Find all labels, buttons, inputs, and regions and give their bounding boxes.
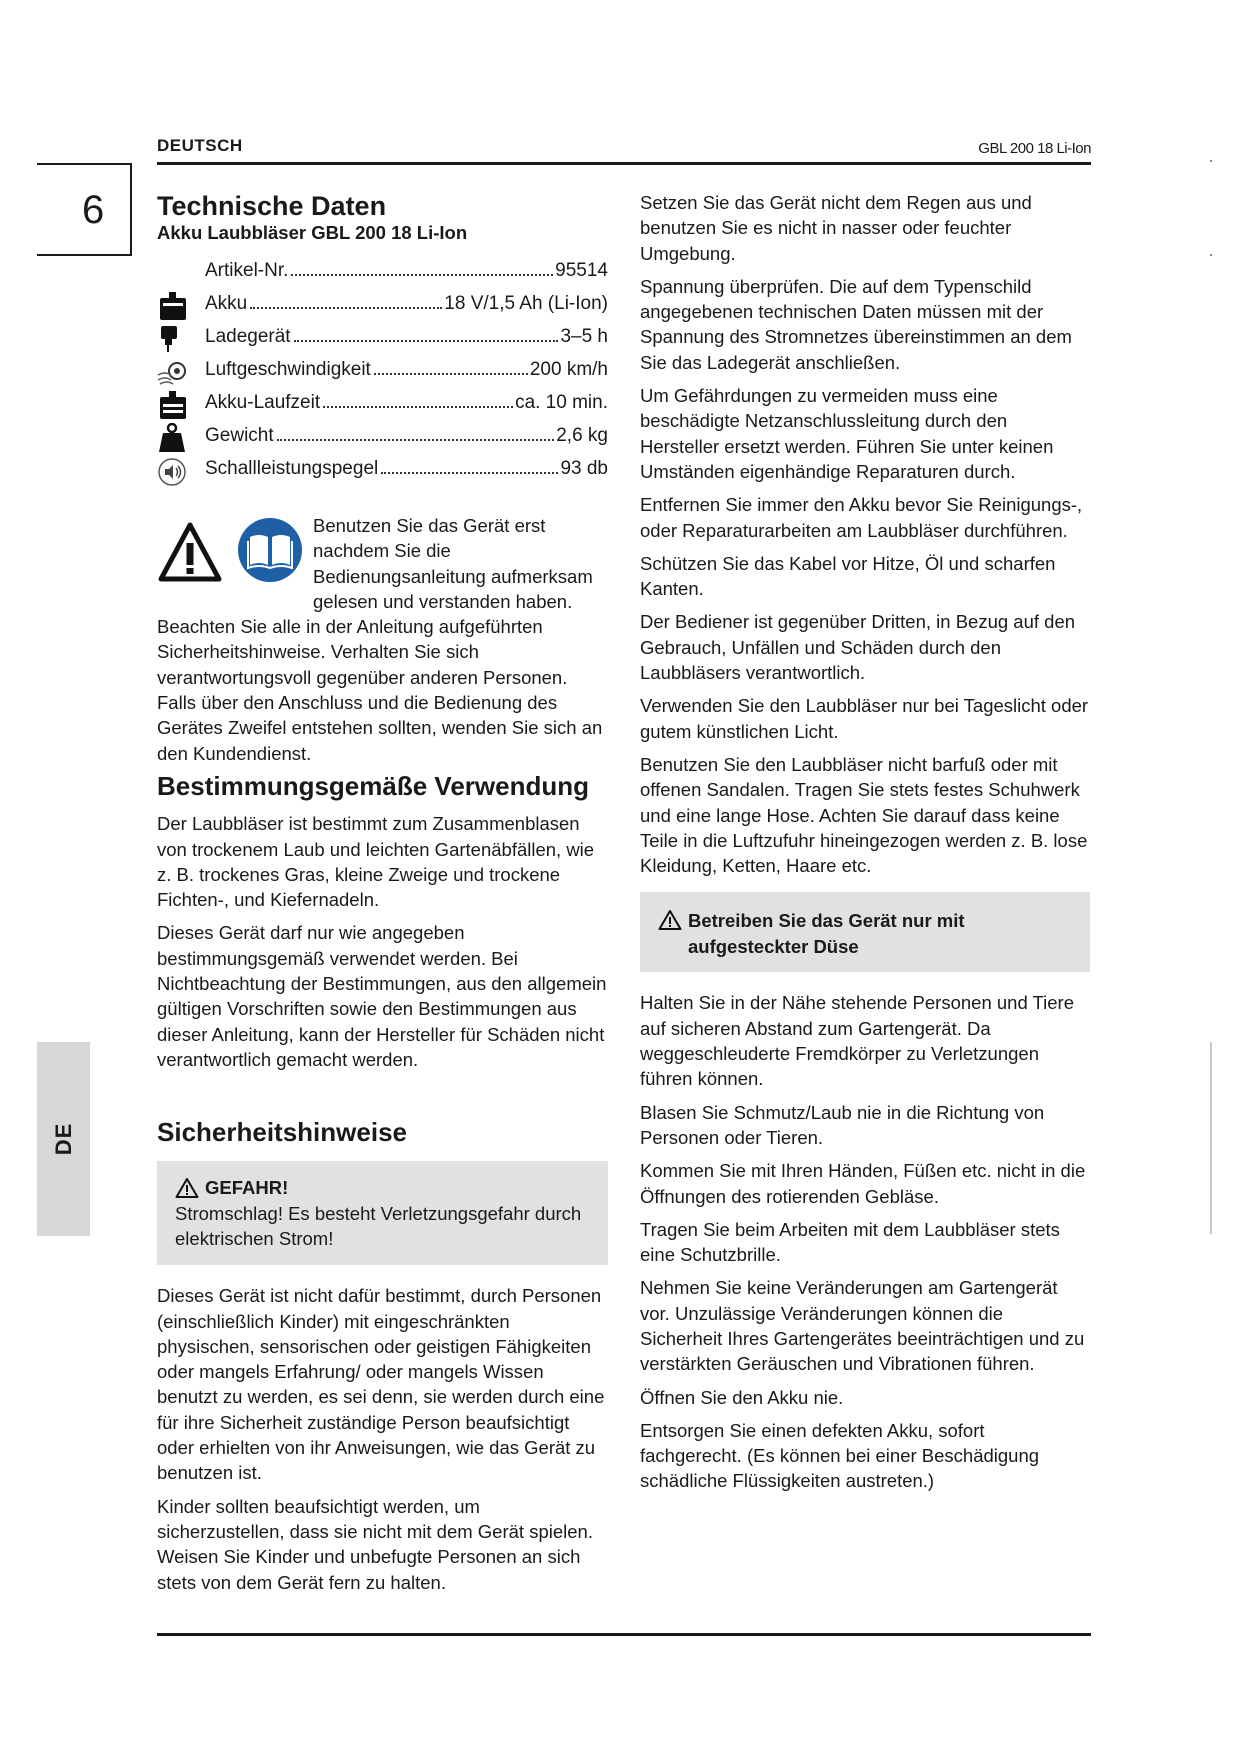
safety-paragraph: Halten Sie in der Nähe stehende Personen und Tiere auf sicheren Abstand zum Gartengerät. Da weggeschleuderte Fremdkörper zu Verletzungen führen können.: [640, 992, 1075, 1090]
spec-value: 200 km/h: [529, 359, 608, 380]
safety-paragraph: Nehmen Sie keine Veränderungen am Gartengerät vor. Unzulässige Veränderungen können die Sicherheit Ihres Gartengerätes beeinträchtigen und zu verstärkten Geräuschen und Vibrationen führen.: [640, 1277, 1085, 1375]
footer-rule: [157, 1633, 1091, 1636]
spec-value: ca. 10 min.: [515, 392, 608, 413]
sound-power-icon: [157, 456, 187, 486]
note-header: [658, 908, 1074, 959]
usage-heading: Bestimmungsgemäße Verwendung: [157, 771, 589, 801]
header-rule: [157, 162, 1091, 165]
battery-runtime-icon: [157, 390, 187, 420]
spec-value: 2,6 kg: [556, 425, 608, 446]
spec-value: 3–5 h: [560, 326, 608, 347]
safety-paragraph: Öffnen Sie den Akku nie.: [640, 1386, 844, 1408]
spec-label: Ladegerät: [205, 326, 291, 347]
danger-box: [157, 1161, 608, 1265]
air-speed-icon: [157, 357, 187, 387]
intro-text: Benutzen Sie das Gerät erst nachdem Sie die Bedienungsanleitung aufmerksam gelesen und verstanden haben. Beachten Sie alle in der Anleitung aufgeführten Sicherheitshinweise. Verhalten Sie sich verantwortungsvoll gegenüber anderen Personen. Falls über den Anschluss und die Bedienung des Gerätes Zweifel entstehen sollten, wenden Sie sich an den Kundendienst.: [157, 515, 603, 764]
spec-value: 95514: [555, 260, 608, 281]
safety-paragraph: Blasen Sie Schmutz/Laub nie in die Richtung von Personen oder Tieren.: [640, 1101, 1045, 1148]
spec-value: 18 V/1,5 Ah (Li-Ion): [444, 293, 608, 314]
scan-edge-line: [1210, 1042, 1212, 1234]
read-manual-icon: [237, 517, 303, 583]
note-text: Betreiben Sie das Gerät nur mit aufgesteckter Düse: [688, 910, 965, 957]
safety-paragraph: Spannung überprüfen. Die auf dem Typenschild angegebenen technischen Daten müssen mit der Spannung des Stromnetzes übereinstimmen an dem Sie das Ladegerät anschließen.: [640, 275, 1072, 373]
safety-paragraph: Kommen Sie mit Ihren Händen, Füßen etc. nicht in die Öffnungen des rotierenden Gebläse.: [640, 1160, 1086, 1207]
scan-speck: [1210, 160, 1212, 162]
safety-paragraph: Um Gefährdungen zu vermeiden muss eine beschädigte Netzanschlussleitung durch den Hersteller ersetzt werden. Führen Sie unter keinen Umständen eigenhändige Reparaturen durch.: [640, 385, 1054, 482]
spec-label: Artikel-Nr.: [205, 260, 289, 281]
safety-paragraph: Verwenden Sie den Laubbläser nur bei Tageslicht oder gutem künstlichen Licht.: [640, 695, 1089, 742]
side-tab-label: DE: [50, 1122, 76, 1156]
spec-label: Schallleistungspegel: [205, 458, 379, 479]
safety-paragraph: Kinder sollten beaufsichtigt werden, um sicherzustellen, dass sie nicht mit dem Gerät spielen. Weisen Sie Kinder und unbefugte Personen an sich stets von dem Gerät fern zu halten.: [157, 1495, 593, 1593]
warning-icons: [157, 513, 307, 593]
usage-section: [157, 771, 608, 1080]
danger-header: [175, 1175, 592, 1200]
safety-paragraph: Tragen Sie beim Arbeiten mit dem Laubbläser stets eine Schutzbrille.: [640, 1218, 1060, 1266]
header-language: DEUTSCH: [157, 136, 243, 155]
spec-row: [157, 388, 608, 421]
tech-title: Technische Daten: [157, 191, 387, 221]
spec-row: [157, 289, 608, 322]
warning-triangle-icon: [658, 909, 682, 931]
safety-paragraph: Entfernen Sie immer den Akku bevor Sie Reinigungs-, oder Reparaturarbeiten am Laubbläser durchführen.: [640, 494, 1083, 541]
safety-paragraph: Setzen Sie das Gerät nicht dem Regen aus und benutzen Sie es nicht in nasser oder feuchter Umgebung.: [640, 192, 1032, 264]
tech-title-block: [157, 190, 608, 252]
language-side-tab: [37, 1042, 90, 1236]
header-model: GBL 200 18 Li-Ion: [978, 140, 1091, 157]
charger-icon: [157, 324, 187, 354]
right-column: [640, 190, 1090, 1502]
scan-speck: [1210, 254, 1212, 256]
danger-text: Stromschlag! Es besteht Verletzungsgefahr durch elektrischen Strom!: [175, 1202, 582, 1249]
usage-paragraph: Dieses Gerät darf nur wie angegeben bestimmungsgemäß verwendet werden. Bei Nichtbeachtung der Bestimmungen, aus den allgemein gültigen Vorschriften sowie den Bestimmungen aus dieser Anleitung, kann der Hersteller für Schäden nicht verantwortlich gemacht werden.: [157, 922, 607, 1070]
weight-icon: [157, 423, 187, 453]
spec-label: Luftgeschwindigkeit: [205, 359, 371, 380]
read-manual-paragraph: [157, 513, 608, 766]
danger-label: GEFAHR!: [205, 1177, 289, 1199]
spec-row: [157, 421, 608, 454]
safety-heading: Sicherheitshinweise: [157, 1117, 407, 1147]
page-number: 6: [82, 188, 105, 232]
warning-triangle-icon: [157, 521, 223, 583]
safety-paragraph: Dieses Gerät ist nicht dafür bestimmt, durch Personen (einschließlich Kinder) mit eingeschränkten physischen, sensorischen oder geistigen Fähigkeiten oder mangels Erfahrung/ oder mangels Wissen benutzt zu werden, es sei denn, sie werden durch eine für ihre Sicherheit zuständige Person beaufsichtigt oder erhielten von ihr Anweisungen, wie das Gerät zu benutzen ist.: [157, 1285, 605, 1484]
spec-row: [157, 355, 608, 388]
spec-row: [157, 454, 608, 487]
spec-value: 93 db: [560, 458, 608, 479]
safety-section: [157, 1117, 608, 1603]
usage-paragraph: Der Laubbläser ist bestimmt zum Zusammenblasen von trockenem Laub und leichten Gartenäbfällen, wie z. B. trockenes Gras, kleine Zweige und trockene Fichten-, und Kiefernadeln.: [157, 813, 595, 911]
tech-subtitle: Akku Laubbläser GBL 200 18 Li-Ion: [157, 222, 468, 243]
spec-row: [157, 322, 608, 355]
spec-label: Akku: [205, 293, 248, 314]
safety-paragraph: Entsorgen Sie einen defekten Akku, sofort fachgerecht. (Es können bei einer Beschädigung schädliche Flüssigkeiten austreten.): [640, 1419, 1040, 1492]
safety-paragraph: Schützen Sie das Kabel vor Hitze, Öl und scharfen Kanten.: [640, 552, 1056, 600]
spec-label: Akku-Laufzeit: [205, 392, 321, 413]
spec-row: [157, 256, 608, 289]
safety-paragraph: Benutzen Sie den Laubbläser nicht barfuß oder mit offenen Sandalen. Tragen Sie stets festes Schuhwerk und eine lange Hose. Achten Sie darauf dass keine Teile in die Luftzufuhr hineingezogen werden z. B. lose Kleidung, Ketten, Haare etc.: [640, 753, 1088, 877]
spec-label: Gewicht: [205, 425, 274, 446]
note-box: [640, 892, 1090, 972]
safety-paragraph: Der Bediener ist gegenüber Dritten, in Bezug auf den Gebrauch, Unfällen und Schäden durch den Laubbläsers verantwortlich.: [640, 611, 1076, 684]
battery-icon: [157, 291, 187, 321]
warning-triangle-icon: [175, 1177, 199, 1199]
